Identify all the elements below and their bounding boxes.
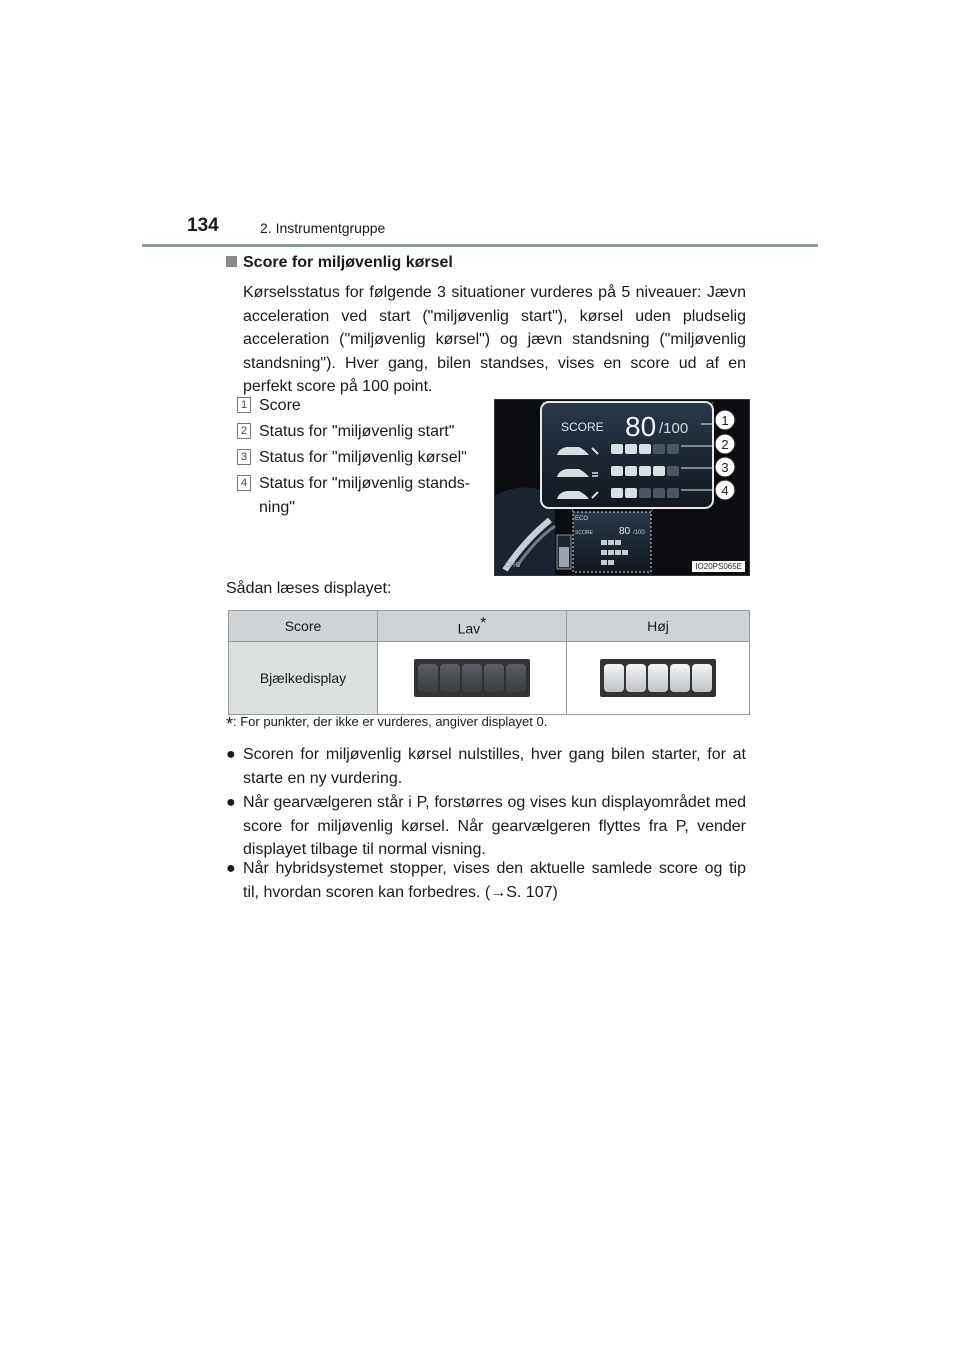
row-label: Bjælkedisplay <box>229 642 378 715</box>
legend-text: Status for "miljøvenlig kørsel" <box>259 449 467 466</box>
bar-segment <box>418 664 438 692</box>
bar-segment <box>440 664 460 692</box>
legend-item-3 <box>237 446 474 470</box>
section-heading <box>226 254 453 272</box>
bar-segment <box>648 664 668 692</box>
callout-1: 1 <box>721 413 729 428</box>
square-bullet-icon <box>226 256 237 267</box>
chapter-title: 2. Instrumentgruppe <box>260 220 386 236</box>
high-bar-cell <box>567 642 750 715</box>
footnote-star: * <box>226 714 234 734</box>
bar-segment <box>626 664 646 692</box>
bullet-dot-icon: ● <box>226 794 236 811</box>
bullet-dot-icon: ● <box>226 860 236 877</box>
section-heading-text: Score for miljøvenlig kørsel <box>243 254 453 271</box>
score-max: /100 <box>659 420 689 437</box>
header-score: Score <box>229 611 378 642</box>
bar-segment <box>506 664 526 692</box>
header-low-text: Lav <box>457 620 481 637</box>
table-header-row <box>229 611 750 642</box>
legend-text: Score <box>259 397 301 414</box>
footnote <box>226 714 547 735</box>
bullet-item-3 <box>226 857 746 904</box>
callout-number: 1 <box>237 397 251 413</box>
score-value: 80 <box>625 411 657 442</box>
intro-paragraph: Kørselsstatus for følgende 3 situationer vurderes på 5 niveauer: Jævn acceleration ved start ("miljøvenlig start"), kørsel uden pludselig acceleration ("miljøvenlig kørsel") og jævn standsning ("miljøvenlig standsning"). Hver gang, bilen standses, vises en score ud af en perfekt score på 100 point. <box>243 284 746 395</box>
footnote-text: : For punkter, der ikke er vurderes, angiver displayet 0. <box>233 714 548 729</box>
bar-segment <box>670 664 690 692</box>
callout-2: 2 <box>721 437 729 452</box>
bar-segment <box>484 664 504 692</box>
bar-segment <box>692 664 712 692</box>
callout-3: 3 <box>721 460 729 475</box>
callout-number: 4 <box>237 475 251 491</box>
legend-item-1 <box>237 394 474 418</box>
bar-segment <box>604 664 624 692</box>
low-bar-display <box>414 659 530 697</box>
callout-number: 2 <box>237 423 251 439</box>
legend-item-4 <box>237 472 474 520</box>
small-score-value: 80 <box>619 526 631 537</box>
bar-segment <box>462 664 482 692</box>
legend-item-2 <box>237 420 474 444</box>
page-number: 134 <box>187 215 219 236</box>
callout-number: 3 <box>237 449 251 465</box>
legend-text: Status for "miljøvenlig start" <box>259 423 455 440</box>
header-high: Høj <box>567 611 750 642</box>
header-divider <box>142 244 818 247</box>
status-bars <box>611 444 679 498</box>
eco-score-illustration <box>495 400 749 575</box>
callout-4: 4 <box>721 483 729 498</box>
score-word: SCORE <box>561 420 604 434</box>
score-table <box>228 610 750 715</box>
table-row <box>229 642 750 715</box>
bullet-item-1 <box>226 743 746 790</box>
bullet-text: Når gearvælgeren står i P, forstørres og vises kun displayområdet med score for miljøvenlig kørsel. Når gearvælgeren flyttes fra P, vender displayet tilbage til normal visning. <box>243 794 746 858</box>
bullet-text: Når hybridsystemet stopper, vises den aktuelle samlede score og tip til, hvordan scoren kan forbedres. (→S. 107) <box>243 860 746 901</box>
high-bar-display <box>600 659 716 697</box>
footnote-mark: * <box>480 615 487 633</box>
legend-text: Status for "miljøvenlig standsning" <box>259 475 471 516</box>
low-bar-cell <box>378 642 567 715</box>
bullet-item-2 <box>226 791 746 862</box>
small-score-max: /100 <box>633 530 645 536</box>
how-to-read-label: Sådan læses displayet: <box>226 580 392 597</box>
small-eco-label: ECO <box>575 516 589 522</box>
bullet-dot-icon: ● <box>226 746 236 763</box>
eco-score-display-figure <box>494 399 750 576</box>
bullet-text: Scoren for miljøvenlig kørsel nulstilles, hver gang bilen starter, for at starte en ny vurdering. <box>243 746 746 787</box>
header-low <box>378 611 567 642</box>
chg-label: CHG <box>505 562 521 569</box>
figure-code: IO20PS065E <box>692 561 745 572</box>
small-score-word: SCORE <box>575 530 593 536</box>
